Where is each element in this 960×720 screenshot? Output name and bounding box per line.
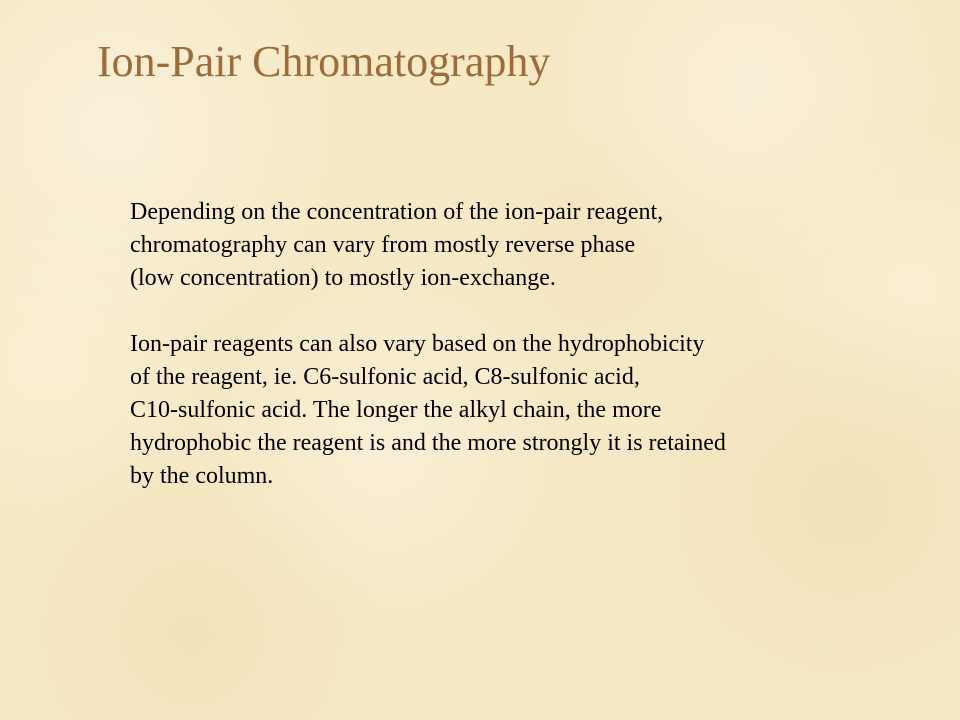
paragraph-reagent-concentration <box>130 196 940 295</box>
body-line: chromatography can vary from mostly reverse phase <box>130 232 636 258</box>
body-line: Depending on the concentration of the ion-pair reagent, <box>130 199 664 225</box>
body-line: of the reagent, ie. C6-sulfonic acid, C8-sulfonic acid, <box>130 364 640 390</box>
body-line: (low concentration) to mostly ion-exchange. <box>130 265 556 291</box>
slide-body <box>130 196 940 493</box>
body-line: by the column. <box>130 463 274 489</box>
slide-title: Ion-Pair Chromatography <box>97 37 551 86</box>
body-line: Ion-pair reagents can also vary based on the hydrophobicity <box>130 331 705 357</box>
paragraph-spacer <box>130 295 940 328</box>
body-line: C10-sulfonic acid. The longer the alkyl chain, the more <box>130 397 662 423</box>
body-line: hydrophobic the reagent is and the more strongly it is retained <box>130 430 726 456</box>
paragraph-reagent-hydrophobicity <box>130 328 940 493</box>
